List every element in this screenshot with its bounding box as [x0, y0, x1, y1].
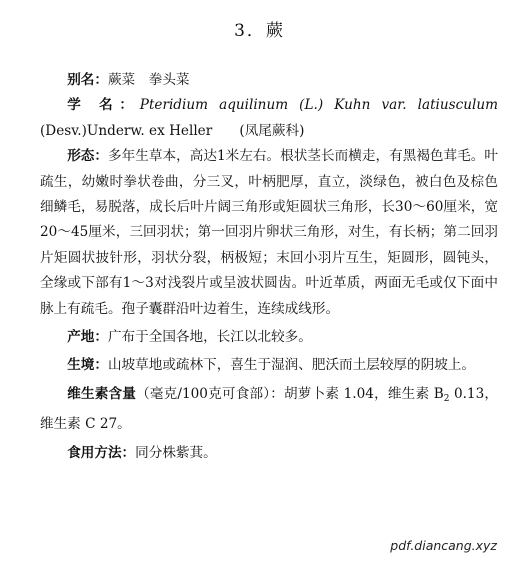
- usage-text: 同分株紫萁。: [135, 444, 217, 461]
- scientific-name-authority: (Desv.)Underw. ex Heller (凤尾蕨科): [40, 122, 305, 139]
- usage-paragraph: [40, 441, 498, 466]
- habitat-text: 山坡草地或疏林下，喜生于湿润、肥沃而土层较厚的阴坡上。: [107, 357, 475, 374]
- morphology-paragraph: [40, 144, 498, 322]
- origin-label: 产地：: [67, 329, 108, 346]
- alias-paragraph: [40, 68, 498, 93]
- scientific-name-label: 学 名：: [67, 97, 140, 114]
- habitat-label: 生境：: [67, 357, 108, 374]
- habitat-paragraph: [40, 353, 498, 378]
- vitamin-paragraph: [40, 382, 498, 438]
- entry-body: [40, 68, 498, 466]
- scientific-name-paragraph: [40, 93, 498, 144]
- morphology-text: 多年生草本，高达1米左右。根状茎长而横走，有黑褐色茸毛。叶疏生，幼嫩时拳状卷曲，分三叉，叶柄肥厚，直立，淡绿色，被白色及棕色细鳞毛，易脱落，成长后叶片阔三角形或矩圆状三角形，长30～60厘米，宽20～45厘米，三回羽状；第一回羽片卵状三角形，对生，有长柄；第二回羽片矩圆状披针形，羽状分裂，柄极短；末回小羽片互生，矩圆形，圆钝头，全缘或下部有1～3对浅裂片或呈波状圆齿。叶近革质，两面无毛或仅下面中脉上有疏毛。孢子囊群沿叶边着生，连续成线形。: [40, 148, 498, 317]
- alias-value: 蕨菜 拳头菜: [107, 72, 190, 88]
- vitamin-text-a: （毫克/100克可食部）：胡萝卜素 1.04，维生素 B: [136, 385, 444, 402]
- origin-paragraph: [40, 325, 498, 350]
- origin-text: 广布于全国各地，长江以北较多。: [107, 329, 312, 346]
- alias-label: 别名：: [67, 72, 108, 88]
- watermark-text: pdf.diancang.xyz: [390, 538, 497, 553]
- vitamin-subscript: 2: [443, 393, 450, 404]
- vitamin-text-b: 0.13，维生素 C 27。: [40, 385, 499, 433]
- morphology-label: 形态：: [67, 148, 109, 165]
- vitamin-label: 维生素含量: [67, 385, 137, 402]
- scientific-name-latin: Pteridium aquilinum (L.) Kuhn var. latiusculum: [139, 97, 498, 114]
- section-title: 3．蕨: [234, 21, 285, 41]
- usage-label: 食用方法：: [67, 444, 136, 461]
